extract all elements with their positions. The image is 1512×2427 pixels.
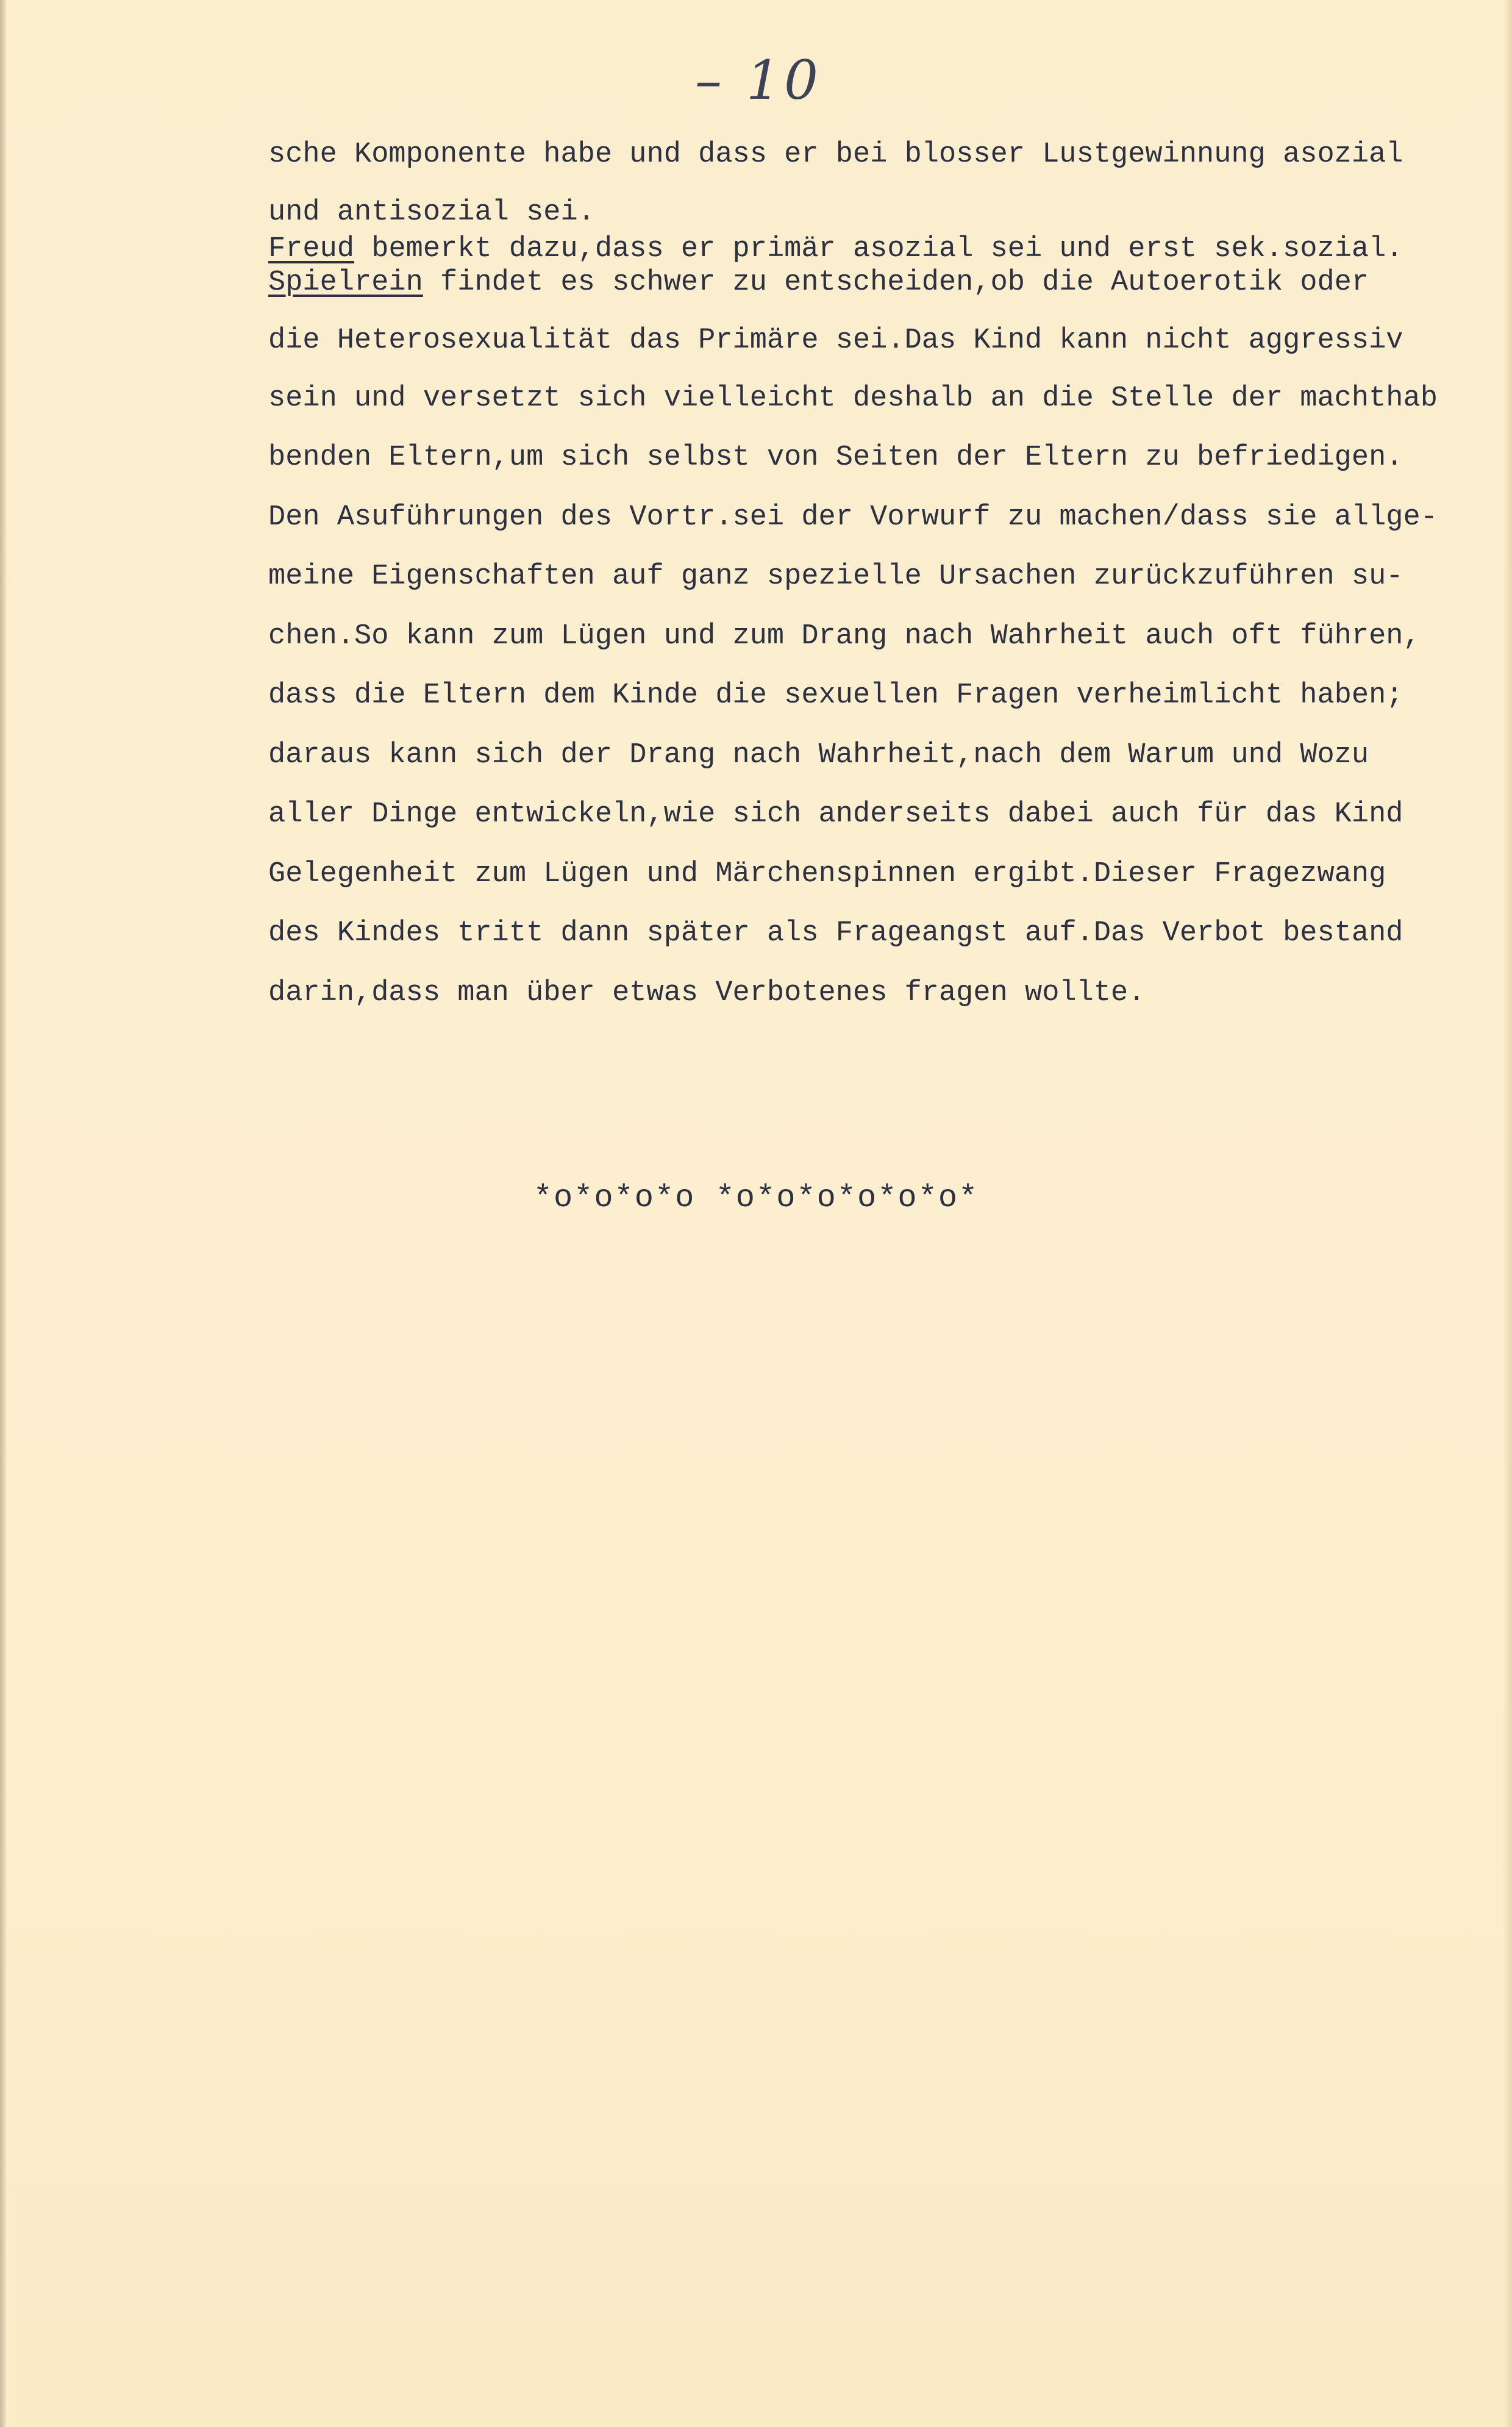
text-line-15: des Kindes tritt dann später als Frageangst auf.Das Verbot bestand [268,917,1403,949]
speaker-name-freud: Freud [268,233,355,265]
text-line-2: und antisozial sei. [268,196,595,229]
section-ornament: *o*o*o*o *o*o*o*o*o*o* [533,1180,979,1216]
text-line-12: daraus kann sich der Drang nach Wahrheit,nach dem Warum und Wozu [268,739,1369,771]
text-line-8: Den Asuführungen des Vortr.sei der Vorwurf zu machen/dass sie allge- [268,501,1438,534]
text-line-13: aller Dinge entwickeln,wie sich anderseits dabei auch für das Kind [268,798,1403,831]
text-line-11: dass die Eltern dem Kinde die sexuellen Fragen verheimlicht haben; [268,679,1403,712]
text-line-16: darin,dass man über etwas Verbotenes fragen wollte. [268,977,1146,1009]
text-line-7: benden Eltern,um sich selbst von Seiten der Eltern zu befriedigen. [268,441,1403,474]
text-line-4: Spielrein findet es schwer zu entscheiden,ob die Autoerotik oder [268,266,1369,299]
text-line-3: Freud bemerkt dazu,dass er primär asozial sei und erst sek.sozial. [268,233,1403,265]
text-line-6: sein und versetzt sich vielleicht deshalb an die Stelle der machthab [268,382,1438,415]
text-line-9: meine Eigenschaften auf ganz spezielle Ursachen zurückzuführen su- [268,560,1403,593]
text-line-10: chen.So kann zum Lügen und zum Drang nach Wahrheit auch oft führen, [268,620,1421,652]
page-number: – 10 [695,49,822,112]
text-line-5: die Heterosexualität das Primäre sei.Das Kind kann nicht aggressiv [268,324,1403,357]
speaker-name-spielrein: Spielrein [268,266,423,299]
text-line-14: Gelegenheit zum Lügen und Märchenspinnen ergibt.Dieser Fragezwang [268,858,1386,890]
text-line-1: sche Komponente habe und dass er bei blosser Lustgewinnung asozial [268,138,1403,171]
